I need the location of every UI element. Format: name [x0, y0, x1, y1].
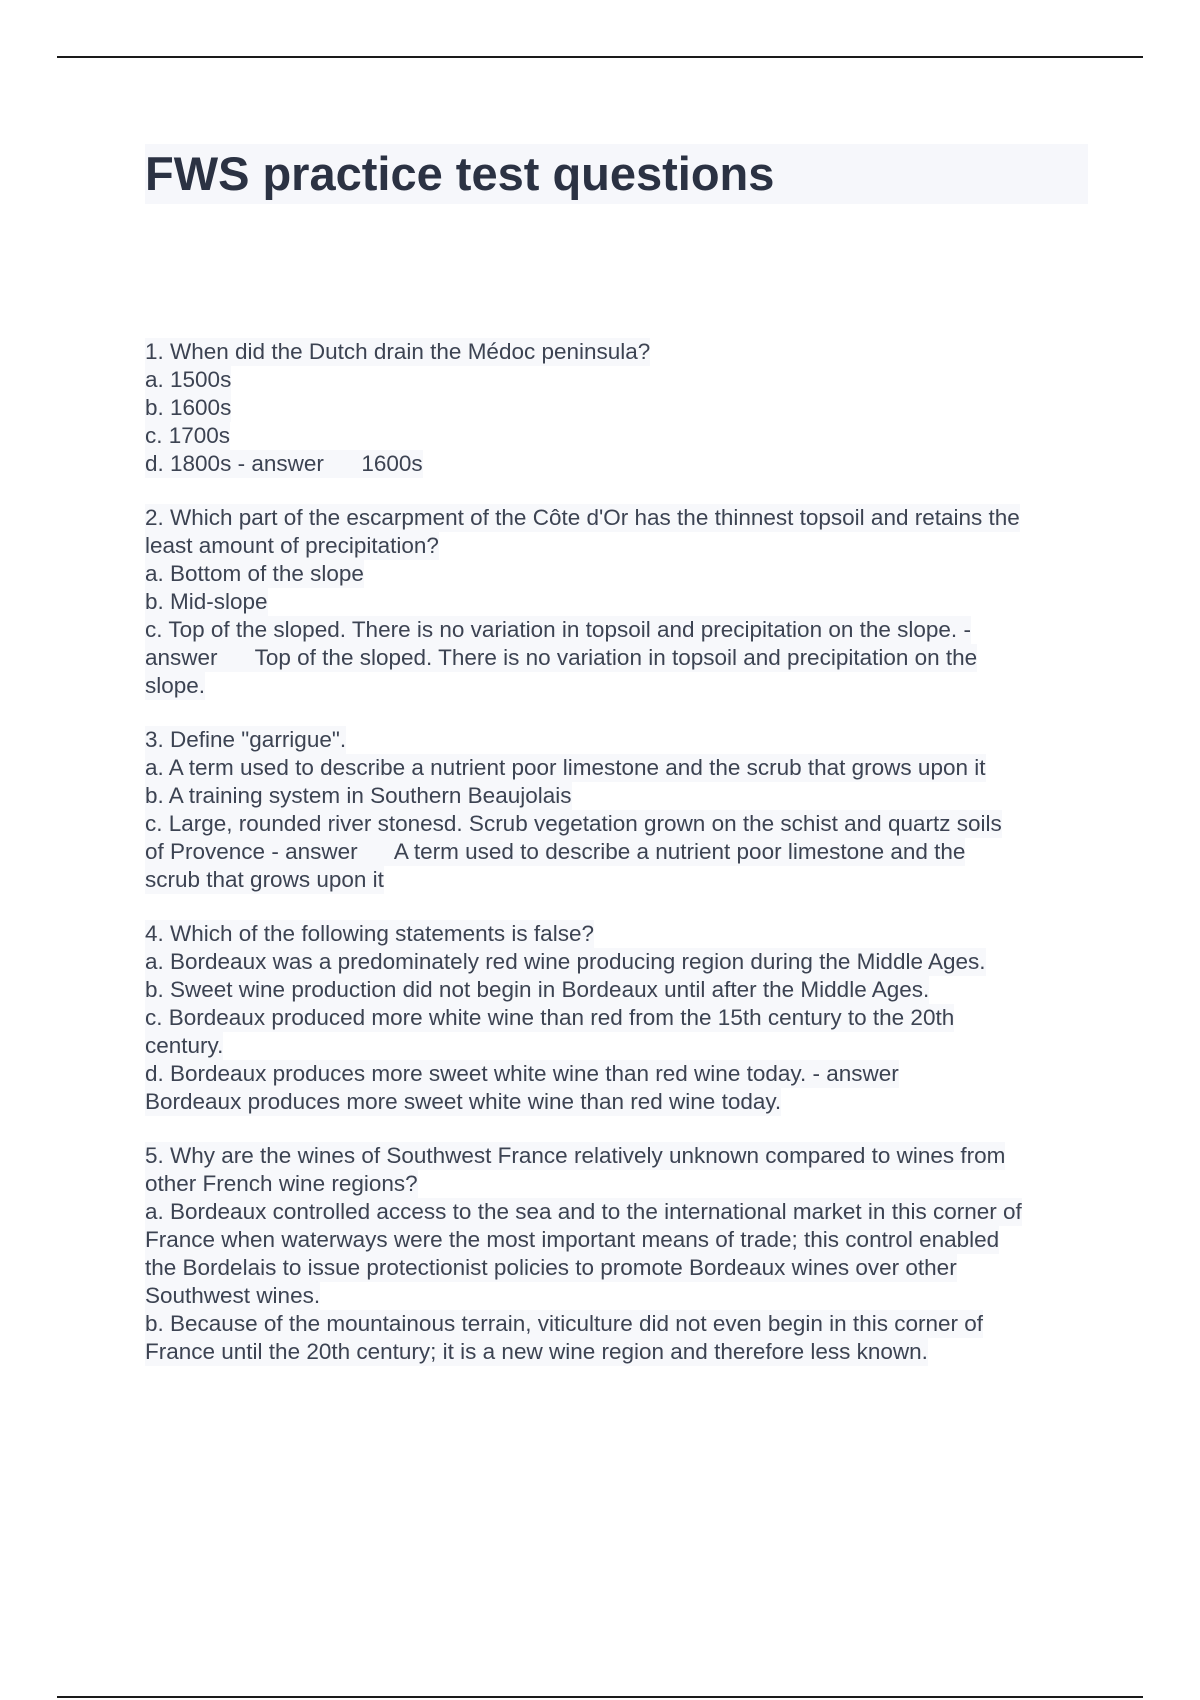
option-line: a. 1500s — [145, 367, 232, 392]
question-line: other French wine regions? — [145, 1171, 418, 1196]
document-title: FWS practice test questions — [145, 147, 775, 200]
option-line: c. Top of the sloped. There is no variation in topsoil and precipitation on the slope. - — [145, 617, 971, 642]
option-line: a. Bordeaux controlled access to the sea and to the international market in this corner of — [145, 1199, 1022, 1224]
option-line: the Bordelais to issue protectionist policies to promote Bordeaux wines over other — [145, 1255, 957, 1280]
answer-line: slope. — [145, 673, 206, 698]
option-line: France when waterways were the most important means of trade; this control enabled — [145, 1227, 1000, 1252]
option-line: Southwest wines. — [145, 1283, 321, 1308]
option-line: c. Large, rounded river stonesd. Scrub vegetation grown on the schist and quartz soils — [145, 811, 1002, 836]
option-line: b. Mid-slope — [145, 589, 268, 614]
option-line: b. Sweet wine production did not begin in Bordeaux until after the Middle Ages. — [145, 977, 930, 1002]
question-line: 3. Define "garrigue". — [145, 727, 347, 752]
bottom-rule — [57, 1696, 1143, 1698]
top-rule — [57, 56, 1143, 58]
question-list — [145, 338, 1095, 1392]
question-line: 5. Why are the wines of Southwest France relatively unknown compared to wines from — [145, 1143, 1006, 1168]
option-line: b. Because of the mountainous terrain, viticulture did not even begin in this corner of — [145, 1311, 983, 1336]
option-line: b. 1600s — [145, 395, 232, 420]
answer-line: of Provence - answer A term used to describe a nutrient poor limestone and the — [145, 839, 966, 864]
question-3 — [145, 726, 1095, 894]
question-4 — [145, 920, 1095, 1116]
question-line: least amount of precipitation? — [145, 533, 439, 558]
question-2 — [145, 504, 1095, 700]
option-line: century. — [145, 1033, 224, 1058]
option-line: b. A training system in Southern Beaujolais — [145, 783, 572, 808]
option-line: a. A term used to describe a nutrient poor limestone and the scrub that grows upon it — [145, 755, 986, 780]
option-line: c. 1700s — [145, 423, 231, 448]
question-1 — [145, 338, 1095, 478]
question-line: 2. Which part of the escarpment of the Côte d'Or has the thinnest topsoil and retains the — [145, 505, 1020, 530]
answer-line: d. 1800s - answer 1600s — [145, 451, 423, 476]
question-line: 4. Which of the following statements is false? — [145, 921, 594, 946]
option-line: France until the 20th century; it is a new wine region and therefore less known. — [145, 1339, 928, 1364]
option-line: d. Bordeaux produces more sweet white wine than red wine today. - answer — [145, 1061, 899, 1086]
answer-line: answer Top of the sloped. There is no variation in topsoil and precipitation on the — [145, 645, 978, 670]
option-line: c. Bordeaux produced more white wine than red from the 15th century to the 20th — [145, 1005, 955, 1030]
answer-line: Bordeaux produces more sweet white wine than red wine today. — [145, 1089, 782, 1114]
question-5 — [145, 1142, 1095, 1366]
option-line: a. Bottom of the slope — [145, 561, 364, 586]
question-line: 1. When did the Dutch drain the Médoc peninsula? — [145, 339, 651, 364]
option-line: a. Bordeaux was a predominately red wine producing region during the Middle Ages. — [145, 949, 986, 974]
answer-line: scrub that grows upon it — [145, 867, 384, 892]
